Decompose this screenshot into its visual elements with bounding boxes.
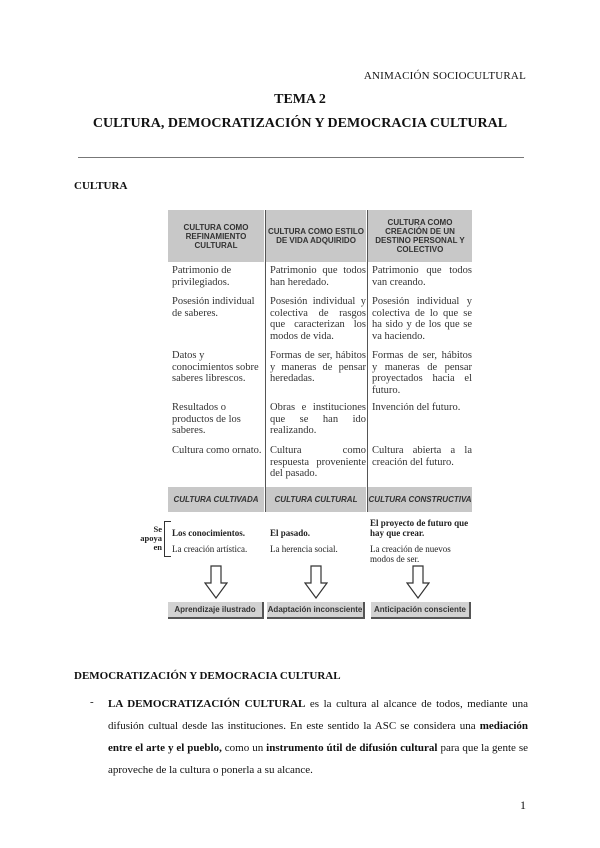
down-arrow-icon: [304, 565, 328, 599]
table-cell: Datos y conocimientos sobre saberes librescos.: [172, 350, 259, 384]
column-header: CULTURA COMO REFINAMIENTO CULTURAL: [168, 210, 264, 262]
column-divider: [367, 210, 368, 512]
table-cell: Patrimonio que todos van creando.: [372, 265, 472, 288]
paragraph-text: es la cultura al alcance de todos, mediante una difusión cultual desde las instituciones. En este sentido la ASC se considera una: [108, 698, 528, 732]
support-secondary: La creación de nuevos modos de ser.: [370, 544, 451, 564]
table-cell: Cultura como ornato.: [172, 445, 262, 456]
table-cell: Formas de ser, hábitos y maneras de pensar proyectados hacia el futuro.: [372, 350, 472, 396]
culture-type-label: CULTURA CONSTRUCTIVA: [368, 487, 472, 512]
title-divider: [78, 157, 524, 158]
column-header: CULTURA COMO ESTILO DE VIDA ADQUIRIDO: [266, 210, 366, 262]
down-arrow-icon: [406, 565, 430, 599]
table-cell: Posesión individual de saberes.: [172, 296, 255, 319]
bracket-line: [164, 521, 171, 557]
section-heading-cultura: CULTURA: [74, 180, 128, 192]
bold-term: LA DEMOCRATIZACIÓN CULTURAL: [108, 698, 306, 710]
table-cell: Patrimonio que todos han heredado.: [270, 265, 366, 288]
support-primary: Los conocimientos.: [172, 528, 245, 538]
outcome-box: Aprendizaje ilustrado: [168, 602, 264, 619]
table-cell: Resultados o productos de los saberes.: [172, 402, 241, 436]
table-cell: Cultura abierta a la creación del futuro.: [372, 445, 472, 468]
culture-table-figure: [130, 210, 472, 630]
support-secondary: La herencia social.: [270, 544, 338, 554]
support-primary: El pasado.: [270, 528, 311, 538]
table-cell: Formas de ser, hábitos y maneras de pensar heredadas.: [270, 350, 366, 384]
table-cell: Invención del futuro.: [372, 402, 461, 413]
page-number: 1: [520, 798, 526, 812]
document-title: CULTURA, DEMOCRATIZACIÓN Y DEMOCRACIA CULTURAL: [92, 116, 508, 131]
paragraph-text: como un: [221, 742, 267, 754]
bold-term: instrumento útil de difusión cultural: [266, 742, 438, 754]
list-bullet: -: [90, 696, 94, 708]
table-cell: Cultura como respuesta proveniente del pasado.: [270, 445, 366, 479]
support-secondary: La creación artística.: [172, 544, 248, 554]
outcome-box: Adaptación inconsciente: [267, 602, 365, 619]
democratizacion-paragraph: [108, 693, 528, 781]
table-cell: Patrimonio de privilegiados.: [172, 265, 232, 288]
se-apoya-label: Se apoya en: [140, 524, 162, 552]
table-cell: Obras e instituciones que se han ido realizando.: [270, 402, 366, 436]
culture-type-label: CULTURA CULTURAL: [266, 487, 366, 512]
course-header: ANIMACIÓN SOCIOCULTURAL: [363, 70, 526, 82]
column-header: CULTURA COMO CREACIÓN DE UN DESTINO PERSONAL Y COLECTIVO: [368, 210, 472, 262]
paragraph-text: para que la gente se aproveche de la cultura o ponerla a su alcance.: [108, 742, 528, 776]
outcome-box: Anticipación consciente: [371, 602, 471, 619]
section-heading-democratizacion: DEMOCRATIZACIÓN Y DEMOCRACIA CULTURAL: [74, 670, 341, 682]
table-cell: Posesión individual y colectiva de rasgos que caracterizan los modos de vida.: [270, 296, 366, 342]
support-primary: El proyecto de futuro que hay que crear.: [370, 518, 469, 538]
bold-term: mediación entre el arte y el pueblo,: [108, 720, 528, 754]
column-divider: [265, 210, 266, 512]
topic-number: TEMA 2: [274, 92, 326, 107]
table-cell: Posesión individual y colectiva de lo que se ha sido y de los que se va haciendo.: [372, 296, 472, 342]
down-arrow-icon: [204, 565, 228, 599]
culture-type-label: CULTURA CULTIVADA: [168, 487, 264, 512]
